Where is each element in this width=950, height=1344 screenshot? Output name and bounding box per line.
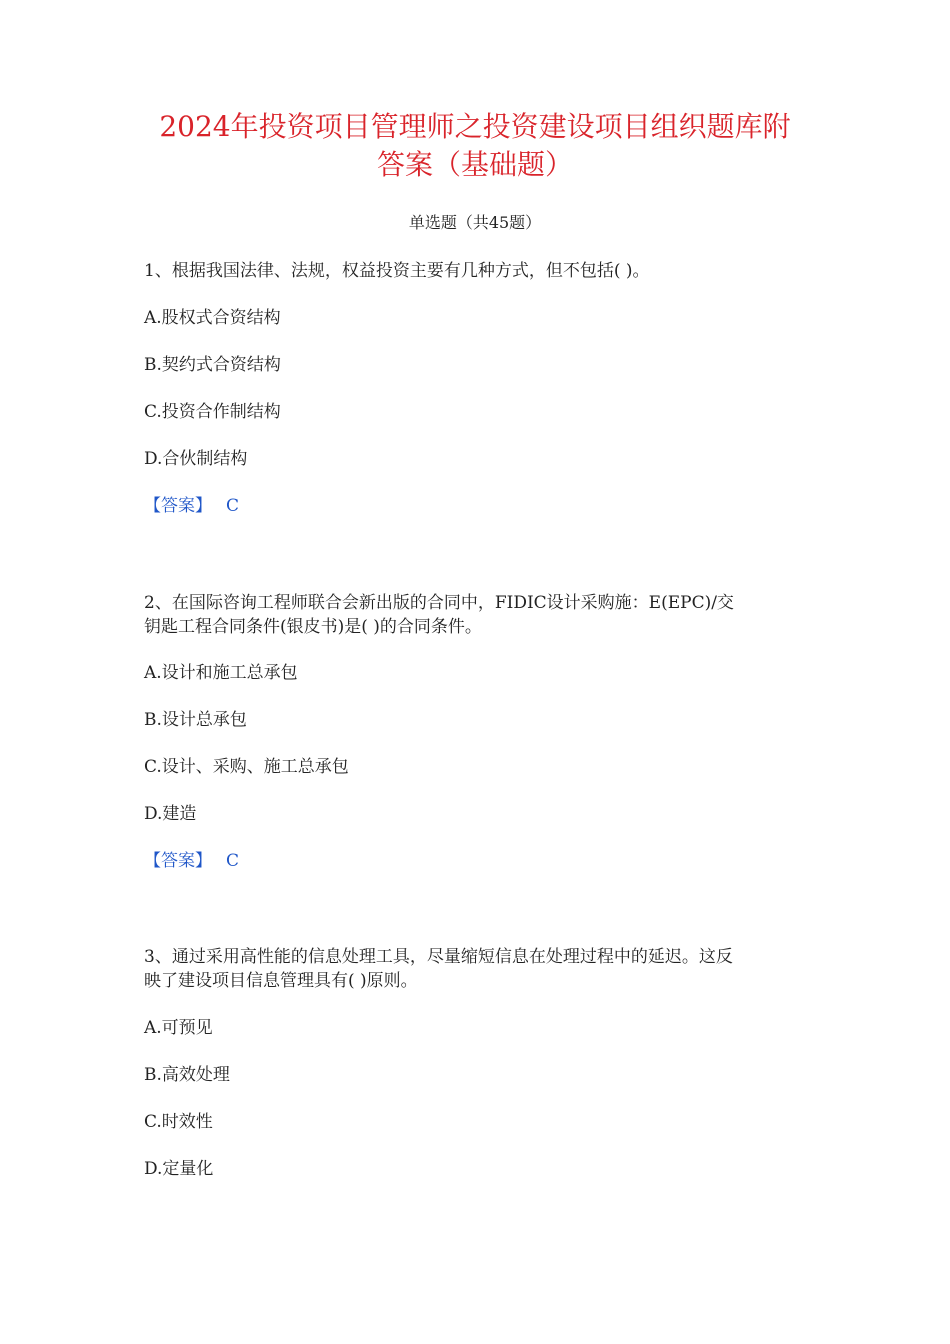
option-d: D.合伙制结构 xyxy=(144,449,248,469)
option-c: C.时效性 xyxy=(144,1112,213,1132)
option-a: A.股权式合资结构 xyxy=(144,308,281,328)
answer-line xyxy=(144,493,239,519)
option-a: A.可预见 xyxy=(144,1018,213,1038)
question-stem: 3、通过采用高性能的信息处理工具，尽量缩短信息在处理过程中的延迟。这反 xyxy=(144,947,733,967)
answer-value: C xyxy=(226,851,240,871)
option-a: A.设计和施工总承包 xyxy=(144,663,298,683)
answer-value: C xyxy=(226,496,240,516)
option-d: D.建造 xyxy=(144,804,197,824)
section-header: 单选题（共45题） xyxy=(408,213,542,232)
title-line-1: 2024年投资项目管理师之投资建设项目组织题库附 xyxy=(159,110,791,143)
answer-line xyxy=(144,848,239,874)
option-d: D.定量化 xyxy=(144,1159,214,1179)
question-stem-continued: 映了建设项目信息管理具有( )原则。 xyxy=(144,971,418,991)
answer-label: 【答案】 xyxy=(144,496,212,516)
question-stem: 1、根据我国法律、法规，权益投资主要有几种方式，但不包括( )。 xyxy=(144,261,650,281)
option-b: B.设计总承包 xyxy=(144,710,247,730)
question-stem-continued: 钥匙工程合同条件(银皮书)是( )的合同条件。 xyxy=(144,617,482,637)
title-line-2: 答案（基础题） xyxy=(376,148,573,181)
answer-label: 【答案】 xyxy=(144,851,212,871)
option-c: C.设计、采购、施工总承包 xyxy=(144,757,349,777)
option-c: C.投资合作制结构 xyxy=(144,402,281,422)
question-stem: 2、在国际咨询工程师联合会新出版的合同中，FIDIC设计采购施：E(EPC)/交 xyxy=(144,593,734,613)
option-b: B.契约式合资结构 xyxy=(144,355,281,375)
option-b: B.高效处理 xyxy=(144,1065,230,1085)
